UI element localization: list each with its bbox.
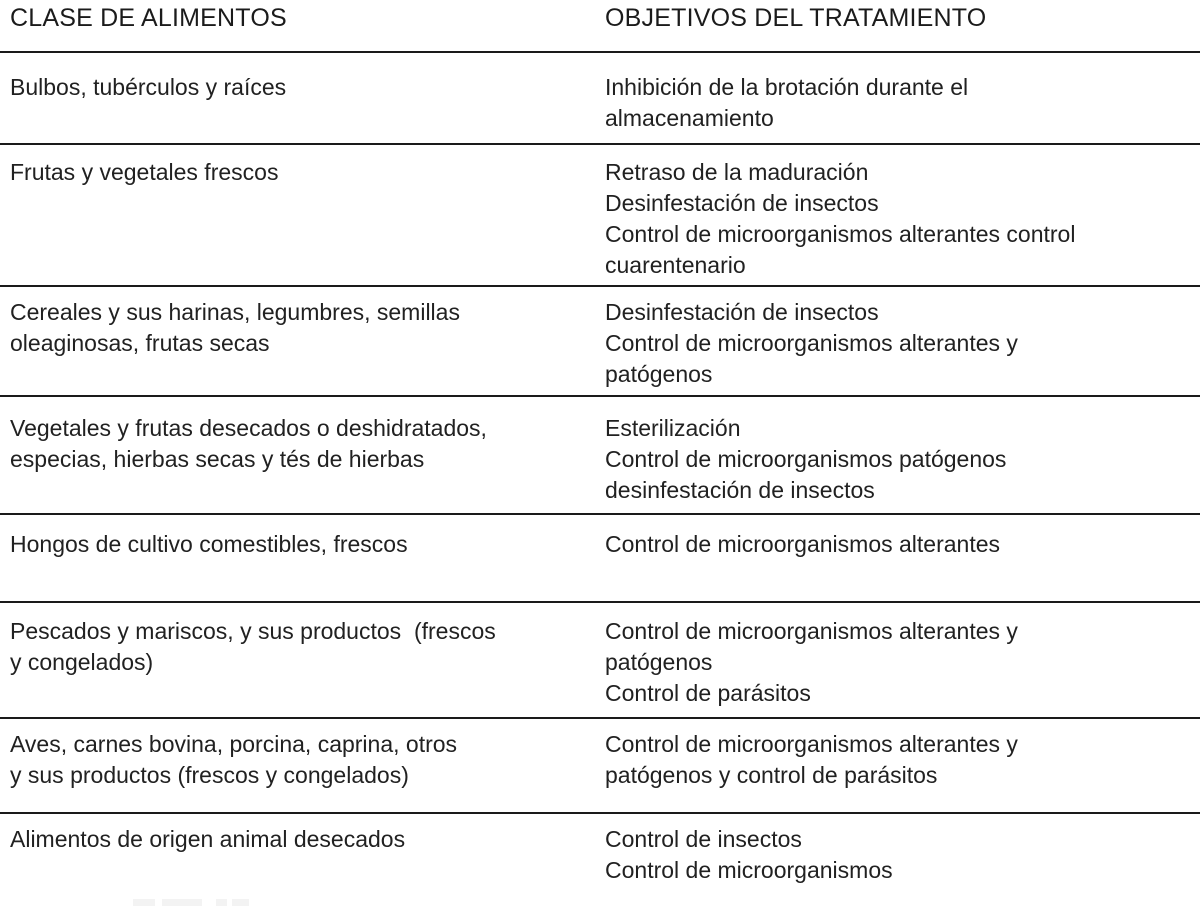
cropped-text-fragment	[232, 899, 249, 906]
text-line: Control de parásitos	[605, 680, 811, 706]
table-row	[0, 143, 1200, 285]
objectives-cell	[602, 397, 1200, 513]
objectives-cell	[602, 53, 1200, 143]
text-line: Control de microorganismos alterantes y	[605, 618, 1018, 644]
text-line: Aves, carnes bovina, porcina, caprina, otros	[10, 731, 458, 757]
table-body	[0, 51, 1200, 906]
text-line: Desinfestación de insectos	[605, 299, 879, 325]
text-line: Pescados y mariscos, y sus productos (frescos	[10, 618, 496, 644]
table-row	[0, 285, 1200, 395]
objectives-cell	[602, 515, 1200, 601]
text-line: patógenos y control de parásitos	[605, 762, 938, 788]
food-class-cell	[0, 814, 602, 906]
objectives-cell	[602, 814, 1200, 906]
text-line: Inhibición de la brotación durante el	[605, 74, 969, 100]
cropped-text-fragment	[133, 899, 155, 906]
column-header-food-class: CLASE DE ALIMENTOS	[10, 4, 287, 32]
cropped-text-fragment	[216, 899, 227, 906]
table-row	[0, 395, 1200, 513]
food-class-cell	[0, 145, 602, 285]
text-line: especias, hierbas secas y tés de hierbas	[10, 446, 425, 472]
text-line: Control de microorganismos alterantes y	[605, 330, 1018, 356]
text-line: Cereales y sus harinas, legumbres, semillas	[10, 299, 460, 325]
objectives-cell	[602, 287, 1200, 395]
food-class-cell	[0, 287, 602, 395]
table-row	[0, 717, 1200, 812]
food-class-cell	[0, 719, 602, 812]
table-row	[0, 51, 1200, 143]
table-row	[0, 513, 1200, 601]
objectives-cell	[602, 719, 1200, 812]
food-class-cell	[0, 515, 602, 601]
text-line: Control de microorganismos alterantes control	[605, 221, 1076, 247]
table-row	[0, 601, 1200, 717]
text-line: y sus productos (frescos y congelados)	[10, 762, 409, 788]
text-line: Vegetales y frutas desecados o deshidratados,	[10, 415, 487, 441]
food-class-cell	[0, 397, 602, 513]
text-line: Hongos de cultivo comestibles, frescos	[10, 531, 408, 557]
cropped-text-fragment	[162, 899, 202, 906]
text-line: patógenos	[605, 361, 713, 387]
objectives-cell	[602, 145, 1200, 285]
text-line: Frutas y vegetales frescos	[10, 159, 279, 185]
table-row	[0, 812, 1200, 906]
text-line: Retraso de la maduración	[605, 159, 869, 185]
text-line: Control de insectos	[605, 826, 802, 852]
text-line: Control de microorganismos alterantes y	[605, 731, 1018, 757]
text-line: desinfestación de insectos	[605, 477, 875, 503]
text-line: Esterilización	[605, 415, 741, 441]
text-line: Control de microorganismos patógenos	[605, 446, 1007, 472]
food-class-cell	[0, 603, 602, 717]
food-class-cell	[0, 53, 602, 143]
table-header-row	[0, 0, 1200, 51]
text-line: Control de microorganismos alterantes	[605, 531, 1001, 557]
text-line: almacenamiento	[605, 105, 774, 131]
text-line: Bulbos, tubérculos y raíces	[10, 74, 287, 100]
text-line: oleaginosas, frutas secas	[10, 330, 270, 356]
text-line: Desinfestación de insectos	[605, 190, 879, 216]
text-line: cuarentenario	[605, 252, 746, 278]
text-line: patógenos	[605, 649, 713, 675]
text-line: y congelados)	[10, 649, 154, 675]
text-line: Alimentos de origen animal desecados	[10, 826, 406, 852]
objectives-cell	[602, 603, 1200, 717]
column-header-treatment-objectives: OBJETIVOS DEL TRATAMIENTO	[605, 4, 987, 32]
text-line: Control de microorganismos	[605, 857, 893, 883]
